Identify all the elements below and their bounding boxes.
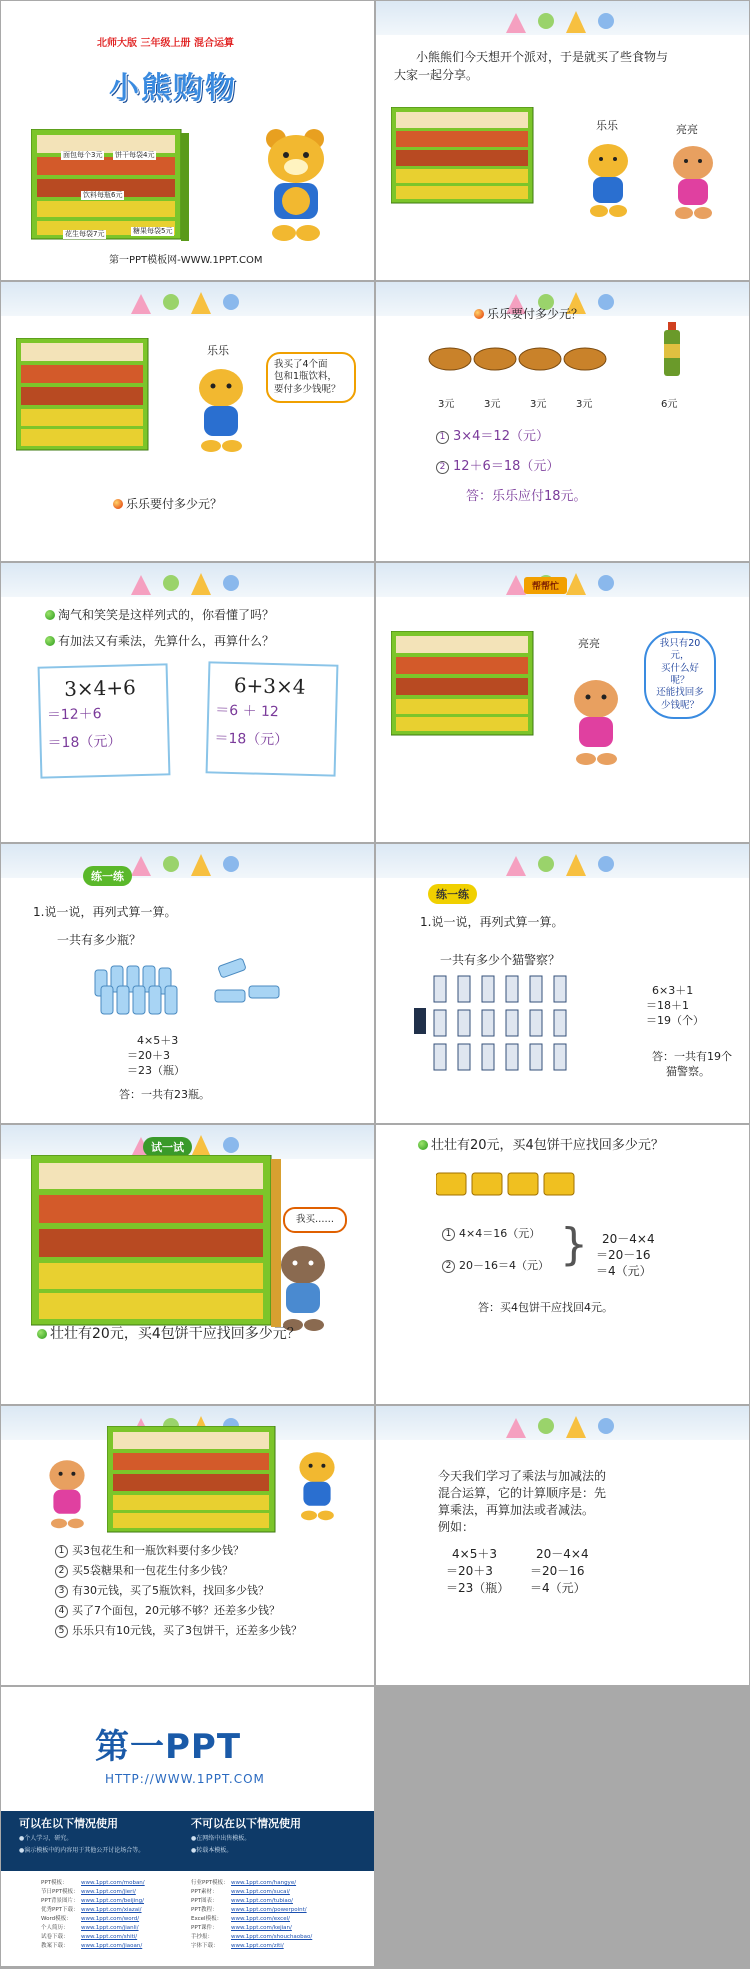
- name-lele: 乐乐: [596, 119, 618, 132]
- can-item-2: ●演示模板中的内容用于其他公开讨论场合等。: [19, 1847, 145, 1854]
- can-title: 可以在以下情况使用: [19, 1817, 118, 1830]
- link-row: [41, 1915, 191, 1924]
- cannot-title: 不可以在以下情况使用: [191, 1817, 301, 1830]
- slide2-line2: 大家一起分享。: [394, 68, 479, 82]
- bear-liangliang: [566, 675, 626, 767]
- combined-line-1: 20－4×4: [602, 1232, 655, 1246]
- shelf-label-candy: 糖果每袋5元: [133, 227, 173, 235]
- slide-10: [376, 1125, 749, 1404]
- slide7-task: 1.说一说，再列式算一算。: [33, 905, 177, 919]
- combined-line-2: ＝20－16: [596, 1248, 651, 1262]
- slide4-question: [474, 306, 583, 322]
- links-left: [41, 1879, 191, 1951]
- link-label: Word模板：: [41, 1916, 72, 1922]
- bear-lele: [581, 139, 636, 219]
- cannot-item-1: ●在网络中出售模板。: [191, 1835, 251, 1842]
- link-url[interactable]: www.1ppt.com/shouchaobao/: [231, 1934, 313, 1940]
- summary-line-2: 混合运算，它的计算顺序是：先: [438, 1486, 607, 1500]
- town-decoration: [496, 7, 626, 33]
- step-1: [442, 1227, 540, 1242]
- link-label: PPT模板：: [41, 1880, 68, 1886]
- card-taoqi: [38, 663, 171, 778]
- card1-line2: ＝18（元）: [47, 733, 122, 752]
- bread-price-3: 3元: [530, 399, 547, 410]
- bullet-icon: [418, 1140, 428, 1150]
- drink-bottle: [661, 322, 683, 378]
- link-label: 教案下载：: [41, 1943, 69, 1949]
- shelf-illustration: [16, 338, 156, 453]
- slide-13: [1, 1687, 374, 1966]
- step-2: [442, 1259, 549, 1274]
- link-label: PPT图表：: [191, 1898, 218, 1904]
- calc-line-3: ＝19（个）: [646, 1014, 704, 1027]
- bear-zhuangzhuang: [273, 1241, 333, 1333]
- link-row: [41, 1906, 191, 1915]
- link-label: 节日PPT模板：: [41, 1889, 79, 1895]
- link-row: [191, 1888, 361, 1897]
- bubble-line-1: 我只有20元，: [659, 638, 701, 662]
- step-2: [436, 458, 559, 476]
- name-liangliang: 亮亮: [578, 637, 600, 650]
- link-label: PPT素材：: [191, 1889, 218, 1895]
- example1-line-1: 4×5＋3: [452, 1547, 497, 1561]
- name-liangliang: 亮亮: [676, 123, 698, 136]
- slide8-question: 一共有多少个猫警察？: [440, 953, 561, 967]
- slide-1: [1, 1, 374, 280]
- card1-expr: 3×4+6: [63, 675, 137, 702]
- step-text: 12＋6＝18（元）: [453, 459, 560, 474]
- item-number: 4: [55, 1605, 68, 1618]
- bubble-line-2: 买什么好呢？: [660, 662, 699, 687]
- slide1-footer: 第一PPT模板网-WWW.1PPT.COM: [109, 255, 263, 266]
- link-url[interactable]: www.1ppt.com/ziti/: [231, 1943, 284, 1949]
- slide1-header: 北师大版 三年级上册 混合运算: [97, 38, 234, 49]
- link-url[interactable]: www.1ppt.com/moban/: [81, 1880, 145, 1886]
- bear-lele: [191, 364, 251, 454]
- slide8-task: 1.说一说，再列式算一算。: [420, 915, 564, 929]
- example2-line-3: ＝4（元）: [530, 1581, 586, 1595]
- bubble-line-2: 包和1瓶饮料，: [274, 371, 338, 383]
- bear-lele: [293, 1448, 341, 1522]
- link-row: [41, 1879, 191, 1888]
- bubble-line-3: 还能找回多: [656, 687, 704, 699]
- slide1-title: 小熊购物: [109, 71, 237, 106]
- item-text: 有30元钱，买了5瓶饮料，找回多少钱？: [72, 1584, 269, 1597]
- bottles-illustration: [93, 956, 303, 1016]
- slide3-question: [113, 496, 222, 512]
- slide-11: [1, 1406, 374, 1685]
- slide7-question: 一共有多少瓶？: [57, 933, 142, 947]
- speech-bubble: [644, 631, 716, 719]
- shelf-label-biscuit: 饼干每袋4元: [115, 151, 155, 159]
- link-url[interactable]: www.1ppt.com/sucai/: [231, 1889, 290, 1895]
- shelf-illustration: [107, 1426, 282, 1536]
- slide-8: [376, 844, 749, 1123]
- question-text: 壮壮有20元，买4包饼干应找回多少元？: [50, 1326, 301, 1342]
- item-number: 3: [55, 1585, 68, 1598]
- calc-line-1: 6×3＋1: [652, 984, 694, 997]
- item-number: 1: [55, 1545, 68, 1558]
- step-number: 2: [436, 461, 449, 474]
- name-lele: 乐乐: [207, 344, 229, 357]
- calc-line-1: 4×5＋3: [137, 1034, 179, 1047]
- item-number: 5: [55, 1625, 68, 1638]
- link-label: 试卷下载：: [41, 1934, 69, 1940]
- usage-banner: [1, 1811, 374, 1871]
- bread-loaves: [428, 344, 608, 374]
- bullet-icon: [45, 636, 55, 646]
- question-text: 乐乐要付多少元？: [126, 497, 223, 511]
- example2-line-2: ＝20－16: [530, 1564, 585, 1578]
- slide-2: [376, 1, 749, 280]
- calc-line-2: ＝20＋3: [127, 1049, 170, 1062]
- try-badge: 试一试: [143, 1137, 192, 1157]
- link-label: 手抄报：: [191, 1934, 214, 1940]
- slide9-question: [37, 1325, 301, 1344]
- link-label: 字体下载：: [191, 1943, 219, 1949]
- bear-liangliang: [43, 1456, 91, 1530]
- speech-bubble: 我买……: [283, 1207, 347, 1233]
- link-url[interactable]: www.1ppt.com/beijing/: [81, 1898, 145, 1904]
- item-text: 乐乐只有10元钱，买了3包饼干，还差多少钱？: [72, 1624, 302, 1637]
- slide-6: [376, 563, 749, 842]
- links-right: [191, 1879, 361, 1951]
- exercise-3: [55, 1584, 269, 1599]
- card-xiaoxiao: [206, 661, 339, 776]
- shelf-illustration: [31, 1155, 281, 1330]
- bullet-icon: [37, 1329, 47, 1339]
- q2-text: 有加法又有乘法，先算什么，再算什么？: [58, 634, 275, 648]
- link-url[interactable]: www.1ppt.com/xiazai/: [81, 1907, 142, 1913]
- slide-5: [1, 563, 374, 842]
- slide-9: [1, 1125, 374, 1404]
- card2-line1: ＝6 ＋ 12: [214, 702, 280, 721]
- shelf-label-bread: 面包每个3元: [63, 151, 103, 159]
- example1-line-2: ＝20＋3: [446, 1564, 493, 1578]
- shelf-illustration: [391, 107, 541, 207]
- link-row: [191, 1879, 361, 1888]
- slide5-q1: [45, 607, 274, 623]
- example2-line-1: 20－4×4: [536, 1547, 589, 1561]
- combined-line-3: ＝4（元）: [596, 1264, 652, 1278]
- link-url[interactable]: www.1ppt.com/jiaoan/: [81, 1943, 143, 1949]
- town-decoration: [121, 288, 251, 314]
- bread-price-1: 3元: [438, 399, 455, 410]
- bullet-icon: [474, 309, 484, 319]
- bubble-line-3: 要付多少钱呢？: [274, 383, 341, 395]
- answer-line-2: 猫警察。: [666, 1065, 710, 1078]
- drink-price: 6元: [661, 399, 678, 410]
- brand-url: HTTP://WWW.1PPT.COM: [105, 1772, 265, 1786]
- link-url[interactable]: www.1ppt.com/jianli/: [81, 1925, 139, 1931]
- link-url[interactable]: www.1ppt.com/kejian/: [231, 1925, 292, 1931]
- link-row: [41, 1888, 191, 1897]
- calc-line-2: ＝18＋1: [646, 999, 689, 1012]
- link-row: [41, 1924, 191, 1933]
- card2-expr: 6+3×4: [233, 672, 306, 699]
- example1-line-3: ＝23（瓶）: [446, 1581, 510, 1595]
- summary-line-4: 例如：: [438, 1520, 475, 1534]
- item-text: 买3包花生和一瓶饮料要付多少钱？: [72, 1544, 244, 1557]
- slide-3: [1, 282, 374, 561]
- link-row: [41, 1897, 191, 1906]
- exercise-5: [55, 1624, 302, 1639]
- bubble-line-1: 我买了4个面: [274, 359, 328, 370]
- link-label: PPT课件：: [191, 1925, 218, 1931]
- link-row: [191, 1897, 361, 1906]
- link-label: PPT背景图片：: [41, 1898, 79, 1904]
- exercise-1: [55, 1544, 244, 1559]
- bullet-icon: [45, 610, 55, 620]
- speech-bubble: [266, 352, 356, 403]
- answer-line-1: 答：一共有19个: [652, 1050, 732, 1063]
- card1-line1: ＝12＋6: [46, 706, 102, 724]
- shelf-label-drink: 饮料每瓶6元: [83, 191, 123, 199]
- link-row: [41, 1933, 191, 1942]
- link-row: [191, 1933, 361, 1942]
- item-number: 2: [55, 1565, 68, 1578]
- link-row: [191, 1906, 361, 1915]
- shelf-illustration: [391, 631, 541, 739]
- slide7-answer: 答：一共有23瓶。: [119, 1088, 210, 1101]
- slide-4: [376, 282, 749, 561]
- question-text: 壮壮有20元，买4包饼干应找回多少元？: [431, 1138, 664, 1153]
- slide-12: [376, 1406, 749, 1685]
- link-url[interactable]: www.1ppt.com/word/: [81, 1916, 140, 1922]
- link-row: [191, 1942, 361, 1951]
- link-row: [41, 1942, 191, 1951]
- slide5-q2: [45, 633, 274, 649]
- slide10-answer: 答：买4包饼干应找回4元。: [478, 1301, 613, 1314]
- calc-line-3: ＝23（瓶）: [127, 1064, 185, 1077]
- card2-line2: ＝18（元）: [214, 730, 289, 749]
- item-text: 买了7个面包，20元够不够？还差多少钱？: [72, 1604, 280, 1617]
- summary-line-1: 今天我们学习了乘法与加减法的: [438, 1469, 607, 1483]
- link-label: 行业PPT模板：: [191, 1880, 229, 1886]
- practice-badge: 练一练: [83, 866, 132, 886]
- link-url[interactable]: www.1ppt.com/excel/: [231, 1916, 290, 1922]
- slide-7: [1, 844, 374, 1123]
- step-1: [436, 428, 549, 446]
- link-url[interactable]: www.1ppt.com/powerpoint/: [231, 1907, 307, 1913]
- link-label: 优秀PPT下载：: [41, 1907, 79, 1913]
- bear-liangliang: [666, 141, 721, 221]
- town-decoration: [496, 850, 626, 876]
- cannot-item-2: ●转载本模板。: [191, 1847, 233, 1854]
- step-number: 1: [436, 431, 449, 444]
- link-url[interactable]: www.1ppt.com/hangye/: [231, 1880, 297, 1886]
- exercise-2: [55, 1564, 233, 1579]
- link-url[interactable]: www.1ppt.com/jieri/: [81, 1889, 136, 1895]
- bullet-icon: [113, 499, 123, 509]
- bread-price-4: 3元: [576, 399, 593, 410]
- answer: 答：乐乐应付18元。: [466, 489, 587, 504]
- link-row: [191, 1924, 361, 1933]
- link-label: Excel模板：: [191, 1916, 223, 1922]
- bear-illustration: [256, 125, 336, 245]
- town-decoration: [121, 569, 251, 595]
- town-decoration: [496, 1412, 626, 1438]
- summary-line-3: 算乘法，再算加法或者减法。: [438, 1503, 595, 1517]
- biscuit-packs: [436, 1171, 576, 1197]
- bread-price-2: 3元: [484, 399, 501, 410]
- brand-logo: 第一PPT: [95, 1727, 242, 1767]
- q1-text: 淘气和笑笑是这样列式的，你看懂了吗？: [58, 608, 275, 622]
- shelf-label-peanut: 花生每袋7元: [65, 230, 105, 238]
- step-text: 3×4＝12（元）: [453, 429, 549, 444]
- link-label: PPT教程：: [191, 1907, 218, 1913]
- town-decoration: [121, 850, 251, 876]
- slide2-line1: 小熊熊们今天想开个派对，于是就买了些食物与: [416, 50, 669, 64]
- link-label: 个人简历：: [41, 1925, 69, 1931]
- help-tag: 帮帮忙: [524, 577, 567, 594]
- link-row: [191, 1915, 361, 1924]
- can-item-1: ●个人学习、研究。: [19, 1835, 73, 1842]
- item-text: 买5袋糖果和一包花生付多少钱？: [72, 1564, 233, 1577]
- link-url[interactable]: www.1ppt.com/shiti/: [81, 1934, 138, 1940]
- slide10-question: [418, 1137, 664, 1155]
- step-text: 20－16＝4（元）: [459, 1259, 549, 1272]
- question-text: 乐乐要付多少元？: [487, 307, 584, 321]
- bubble-line-4: 少钱呢？: [660, 699, 699, 711]
- exercise-4: [55, 1604, 280, 1619]
- step-number: 1: [442, 1228, 455, 1241]
- step-number: 2: [442, 1260, 455, 1273]
- link-url[interactable]: www.1ppt.com/tubiao/: [231, 1898, 293, 1904]
- step-text: 4×4＝16（元）: [459, 1227, 541, 1240]
- practice-badge: 练一练: [428, 884, 477, 904]
- brace: }: [560, 1219, 588, 1270]
- cat-police-illustration: [414, 972, 584, 1077]
